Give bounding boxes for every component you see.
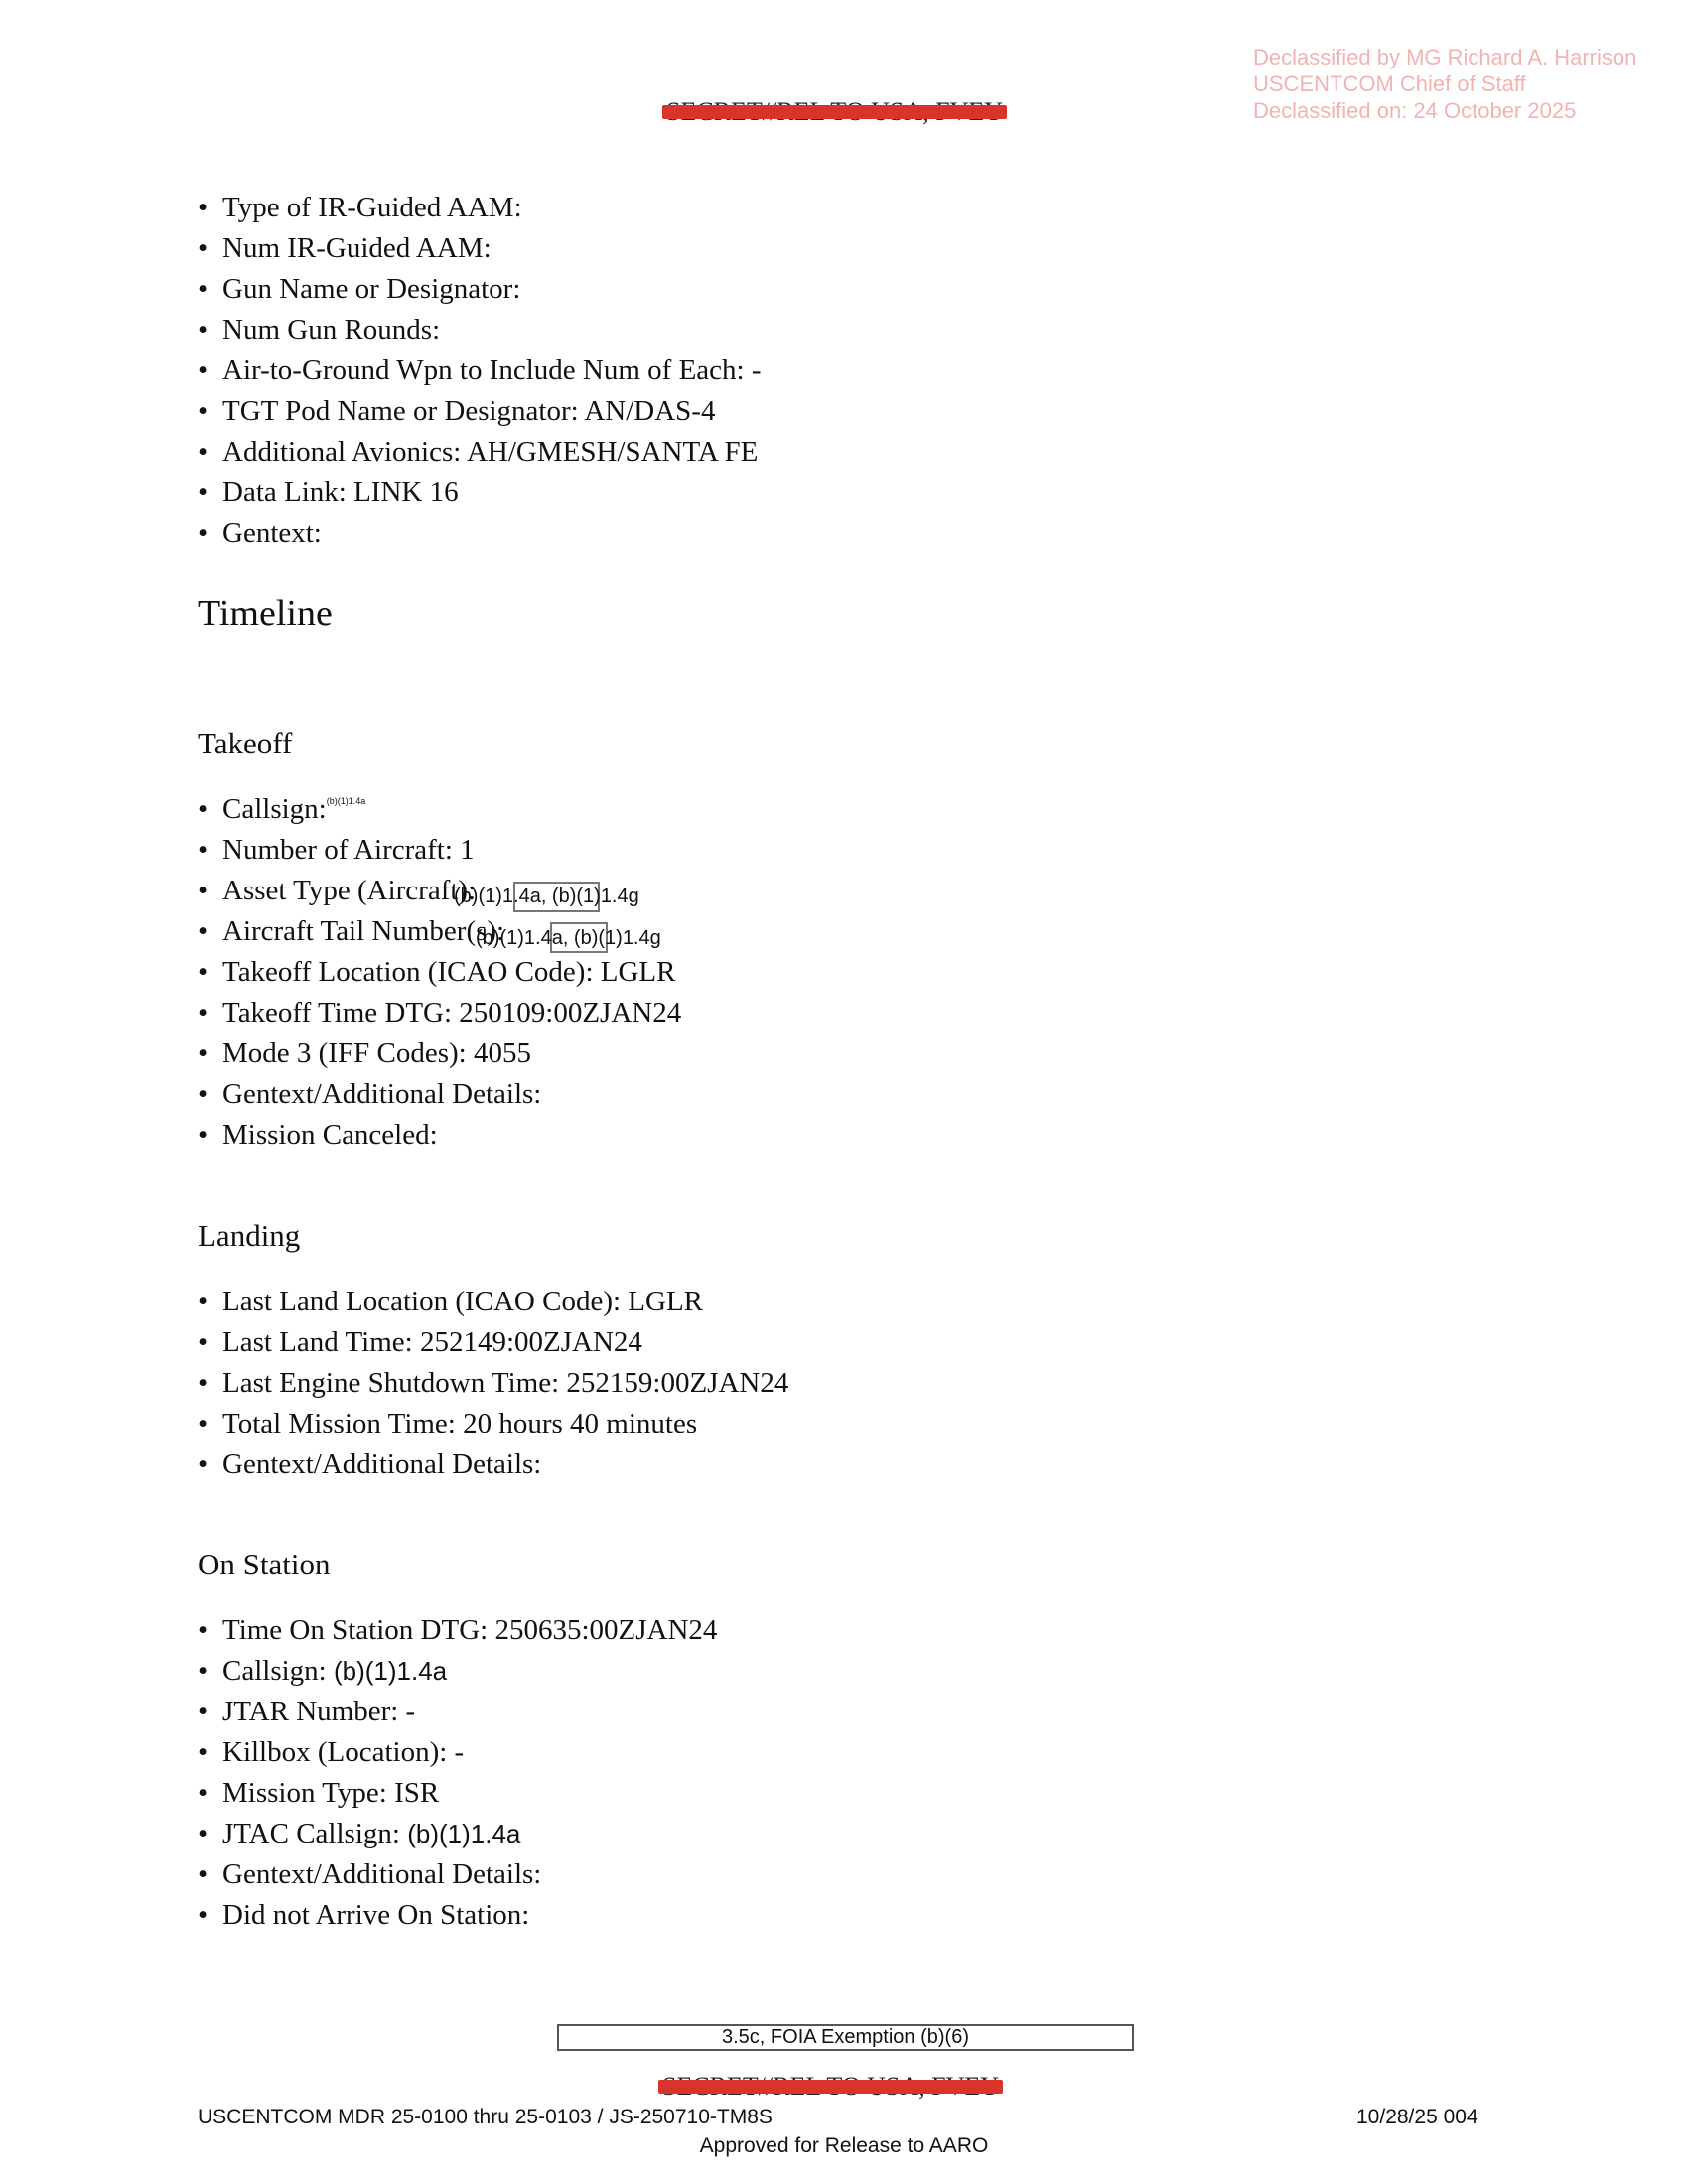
declass-line-2: USCENTCOM Chief of Staff bbox=[1253, 71, 1526, 96]
declassification-stamp bbox=[1253, 44, 1636, 124]
list-item: • Takeoff Time DTG: 250109:00ZJAN24 bbox=[198, 993, 681, 1033]
list-item: • Air-to-Ground Wpn to Include Num of Each: - bbox=[198, 350, 762, 391]
list-item: • TGT Pod Name or Designator: AN/DAS-4 bbox=[198, 391, 762, 432]
list-item: • Number of Aircraft: 1 bbox=[198, 830, 681, 871]
list-item: • JTAR Number: - bbox=[198, 1692, 717, 1732]
list-item: • Gentext: bbox=[198, 513, 762, 554]
list-item: • Data Link: LINK 16 bbox=[198, 473, 762, 513]
tail-number-redaction: (b)(1)1.4a, (b)(1)1.4g bbox=[476, 927, 661, 949]
footer-page-ref: 10/28/25 004 bbox=[1356, 2106, 1478, 2128]
list-item: • Did not Arrive On Station: bbox=[198, 1895, 717, 1936]
callsign-redaction: (b)(1)1.4a bbox=[333, 1656, 448, 1686]
classification-redaction-bar bbox=[662, 105, 1007, 119]
landing-list bbox=[198, 1282, 788, 1485]
jtac-callsign-redaction: (b)(1)1.4a bbox=[407, 1819, 521, 1848]
footer-document-id: USCENTCOM MDR 25-0100 thru 25-0103 / JS-250710-TM8S bbox=[198, 2106, 773, 2128]
list-item: • Gentext/Additional Details: bbox=[198, 1074, 681, 1115]
takeoff-list bbox=[198, 789, 681, 1156]
list-item-asset-type: • Asset Type (Aircraft): bbox=[198, 871, 681, 911]
list-item: • Last Land Time: 252149:00ZJAN24 bbox=[198, 1322, 788, 1363]
classification-marking-top bbox=[666, 97, 1003, 127]
list-item: • Mode 3 (IFF Codes): 4055 bbox=[198, 1033, 681, 1074]
landing-heading: Landing bbox=[198, 1218, 301, 1253]
on-station-list bbox=[198, 1610, 717, 1936]
list-item: • Mission Canceled: bbox=[198, 1115, 681, 1156]
classification-marking-bottom bbox=[662, 2072, 999, 2102]
callsign-redaction: (b)(1)1.4a bbox=[326, 796, 366, 806]
classification-redaction-bar bbox=[658, 2080, 1003, 2094]
list-item: • Gentext/Additional Details: bbox=[198, 1444, 788, 1485]
takeoff-heading: Takeoff bbox=[198, 726, 293, 760]
timeline-heading: Timeline bbox=[198, 593, 333, 634]
list-item: • Gentext/Additional Details: bbox=[198, 1854, 717, 1895]
list-item-callsign: • Callsign:$^{(b)(1)1.4a}$ bbox=[198, 789, 681, 830]
on-station-heading: On Station bbox=[198, 1547, 331, 1581]
list-item-callsign: • Callsign: (b)(1)1.4a bbox=[198, 1651, 717, 1692]
asset-type-redaction: (b)(1)1.4a, (b)(1)1.4g bbox=[454, 886, 639, 907]
weapons-list bbox=[198, 188, 762, 554]
list-item: • Gun Name or Designator: bbox=[198, 269, 762, 310]
declass-line-3: Declassified on: 24 October 2025 bbox=[1253, 98, 1577, 123]
list-item: • Type of IR-Guided AAM: bbox=[198, 188, 762, 228]
list-item: • Total Mission Time: 20 hours 40 minutes bbox=[198, 1404, 788, 1444]
list-item-tail-number: • Aircraft Tail Number(s): bbox=[198, 911, 681, 952]
list-item: • Additional Avionics: AH/GMESH/SANTA FE bbox=[198, 432, 762, 473]
declass-line-1: Declassified by MG Richard A. Harrison bbox=[1253, 45, 1637, 69]
list-item: • Mission Type: ISR bbox=[198, 1773, 717, 1814]
foia-exemption-box: 3.5c, FOIA Exemption (b)(6) bbox=[557, 2024, 1134, 2051]
list-item: • Takeoff Location (ICAO Code): LGLR bbox=[198, 952, 681, 993]
list-item: • Num Gun Rounds: bbox=[198, 310, 762, 350]
list-item: • Time On Station DTG: 250635:00ZJAN24 bbox=[198, 1610, 717, 1651]
list-item-jtac-callsign: • JTAC Callsign: (b)(1)1.4a bbox=[198, 1814, 717, 1854]
footer-release-note: Approved for Release to AARO bbox=[699, 2134, 989, 2157]
list-item: • Num IR-Guided AAM: bbox=[198, 228, 762, 269]
list-item: • Killbox (Location): - bbox=[198, 1732, 717, 1773]
list-item: • Last Land Location (ICAO Code): LGLR bbox=[198, 1282, 788, 1322]
list-item: • Last Engine Shutdown Time: 252159:00ZJAN24 bbox=[198, 1363, 788, 1404]
